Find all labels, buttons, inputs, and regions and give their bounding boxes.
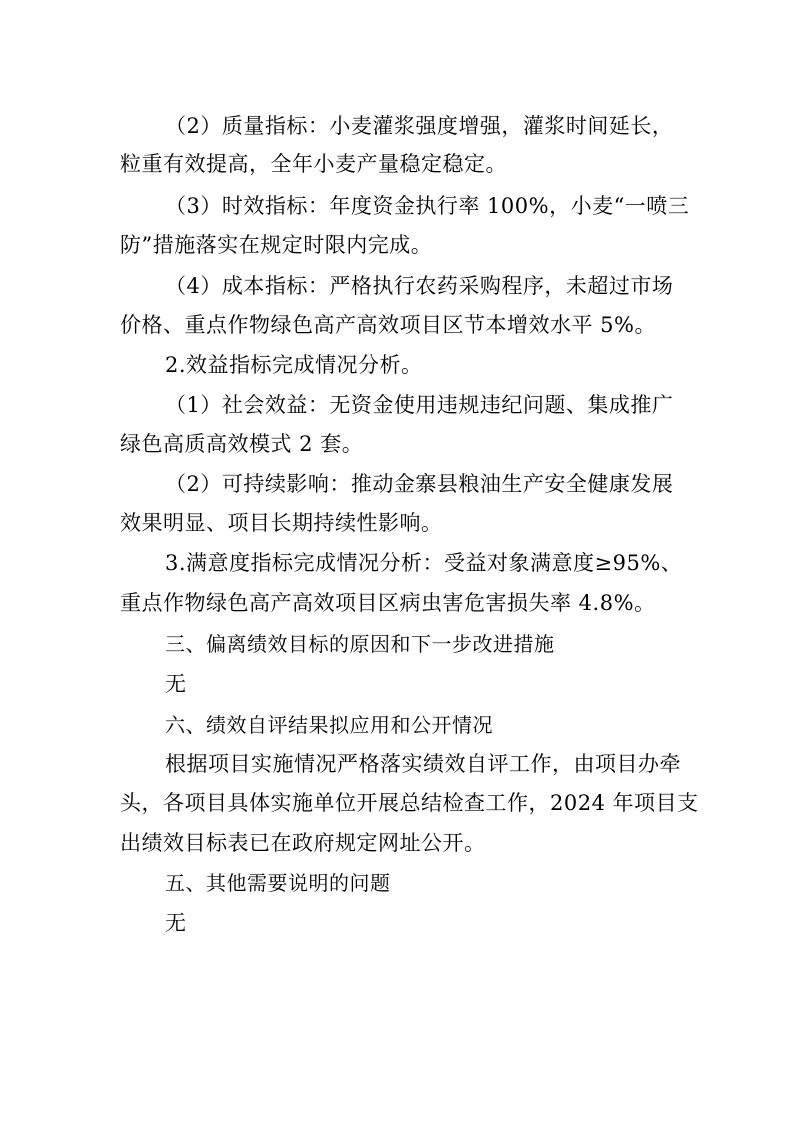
text-line: 重点作物绿色高产高效项目区病虫害危害损失率 4.8%。 xyxy=(120,591,656,615)
text-line: 防”措施落实在规定时限内完成。 xyxy=(120,233,433,257)
text-line-cost-indicator: （4）成本指标：严格执行农药采购程序，未超过市场 xyxy=(165,274,674,298)
section-heading-deviation-reasons: 三、偏离绩效目标的原因和下一步改进措施 xyxy=(165,632,555,656)
text-line: 头，各项目具体实施单位开展总结检查工作，2024 年项目支 xyxy=(120,791,699,815)
text-line: 效果明显、项目长期持续性影响。 xyxy=(120,511,443,535)
text-line-social-benefit: （1）社会效益：无资金使用违规违纪问题、集成推广 xyxy=(165,393,674,417)
text-line-timeliness-indicator: （3）时效指标：年度资金执行率 100%，小麦“一喷三 xyxy=(165,194,690,218)
text-line-results-application: 根据项目实施情况严格落实绩效自评工作，由项目办牵 xyxy=(165,752,681,776)
section-heading-results-application: 六、绩效自评结果拟应用和公开情况 xyxy=(165,713,493,737)
text-line-quality-indicator: （2）质量指标：小麦灌浆强度增强，灌浆时间延长， xyxy=(165,114,674,138)
text-line-satisfaction-analysis: 3.满意度指标完成情况分析：受益对象满意度≥95%、 xyxy=(165,551,683,575)
text-line-none: 无 xyxy=(165,672,187,696)
text-line: 出绩效目标表已在政府规定网址公开。 xyxy=(120,831,486,855)
text-line: 绿色高质高效模式 2 套。 xyxy=(120,432,364,456)
text-line-none: 无 xyxy=(165,911,187,935)
text-line: 价格、重点作物绿色高产高效项目区节本增效水平 5%。 xyxy=(120,313,656,337)
text-line: 粒重有效提高，全年小麦产量稳定稳定。 xyxy=(120,152,507,176)
section-heading-other-issues: 五、其他需要说明的问题 xyxy=(165,871,391,895)
text-line-benefit-analysis: 2.效益指标完成情况分析。 xyxy=(165,353,423,377)
text-line-sustainable-impact: （2）可持续影响：推动金寨县粮油生产安全健康发展 xyxy=(165,472,674,496)
